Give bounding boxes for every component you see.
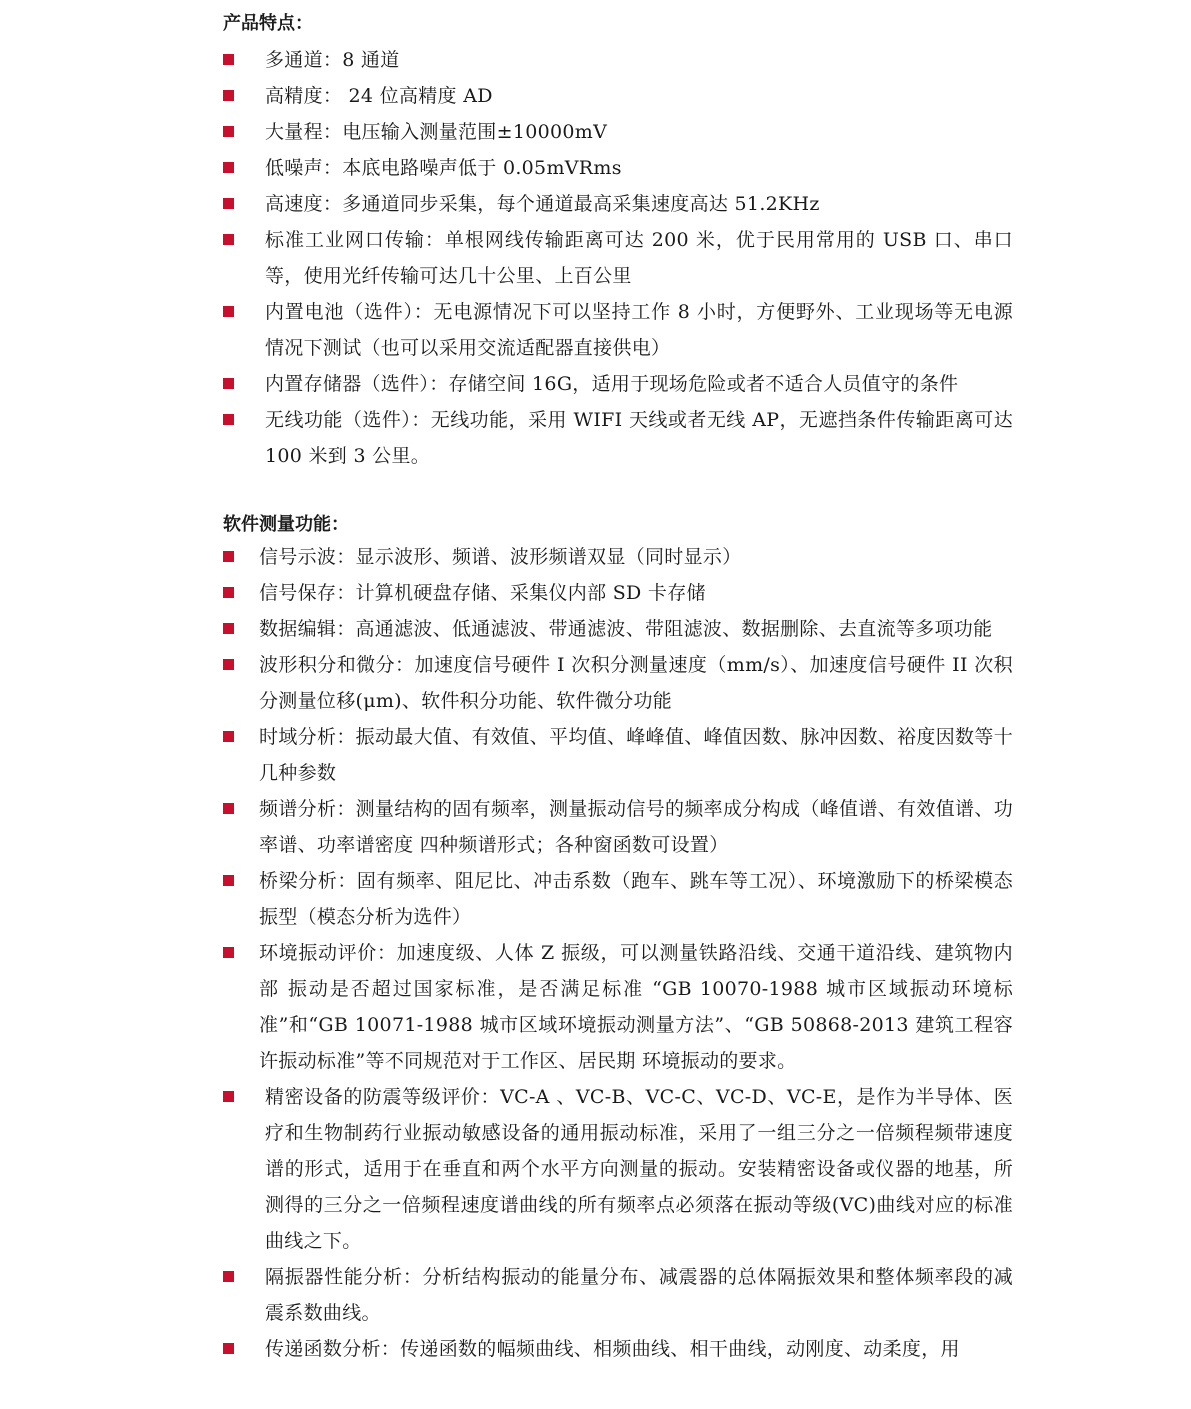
list-item: 时域分析：振动最大值、有效值、平均值、峰峰值、峰值因数、脉冲因数、裕度因数等十几种参数: [223, 719, 1013, 791]
list-item: 桥梁分析：固有频率、阻尼比、冲击系数（跑车、跳车等工况）、环境激励下的桥梁模态振型（模态分析为选件）: [223, 863, 1013, 935]
features-list: [223, 42, 1013, 474]
list-item: 低噪声：本底电路噪声低于 0.05mVRms: [223, 150, 1013, 186]
software-list: [223, 539, 1013, 1367]
bullet-icon: [223, 378, 234, 389]
features-heading: 产品特点：: [223, 13, 313, 34]
list-item: 内置电池（选件）：无电源情况下可以坚持工作 8 小时，方便野外、工业现场等无电源情况下测试（也可以采用交流适配器直接供电）: [223, 294, 1013, 366]
bullet-icon: [223, 306, 234, 317]
list-item: 内置存储器（选件）：存储空间 16G，适用于现场危险或者不适合人员值守的条件: [223, 366, 1013, 402]
bullet-icon: [223, 659, 234, 670]
bullet-icon: [223, 731, 234, 742]
bullet-icon: [223, 875, 234, 886]
bullet-icon: [223, 1271, 234, 1282]
bullet-icon: [223, 414, 234, 425]
bullet-icon: [223, 947, 234, 958]
bullet-icon: [223, 234, 234, 245]
list-item: 隔振器性能分析：分析结构振动的能量分布、减震器的总体隔振效果和整体频率段的减震系数曲线。: [223, 1259, 1013, 1331]
list-item: 精密设备的防震等级评价：VC-A 、VC-B、VC-C、VC-D、VC-E，是作为半导体、医疗和生物制药行业振动敏感设备的通用振动标准，采用了一组三分之一倍频程频带速度谱的形式，适用于在垂直和两个水平方向测量的振动。安装精密设备或仪器的地基，所测得的三分之一倍频程速度谱曲线的所有频率点必须落在振动等级(VC)曲线对应的标准曲线之下。: [223, 1079, 1013, 1259]
list-item: 信号保存：计算机硬盘存储、采集仪内部 SD 卡存储: [223, 575, 1013, 611]
software-heading: 软件测量功能：: [223, 514, 349, 535]
bullet-icon: [223, 198, 234, 209]
bullet-icon: [223, 162, 234, 173]
list-item: 传递函数分析：传递函数的幅频曲线、相频曲线、相干曲线，动刚度、动柔度，用: [223, 1331, 1013, 1367]
bullet-icon: [223, 1343, 234, 1354]
list-item: 标准工业网口传输：单根网线传输距离可达 200 米，优于民用常用的 USB 口、串口等，使用光纤传输可达几十公里、上百公里: [223, 222, 1013, 294]
list-item: 无线功能（选件）：无线功能，采用 WIFI 天线或者无线 AP，无遮挡条件传输距离可达 100 米到 3 公里。: [223, 402, 1013, 474]
list-item: 高精度： 24 位高精度 AD: [223, 78, 1013, 114]
list-item: 多通道：8 通道: [223, 42, 1013, 78]
bullet-icon: [223, 551, 234, 562]
bullet-icon: [223, 803, 234, 814]
bullet-icon: [223, 587, 234, 598]
bullet-icon: [223, 126, 234, 137]
list-item: 频谱分析：测量结构的固有频率，测量振动信号的频率成分构成（峰值谱、有效值谱、功率谱、功率谱密度 四种频谱形式；各种窗函数可设置）: [223, 791, 1013, 863]
list-item: 数据编辑：高通滤波、低通滤波、带通滤波、带阻滤波、数据删除、去直流等多项功能: [223, 611, 1013, 647]
bullet-icon: [223, 1091, 234, 1102]
bullet-icon: [223, 623, 234, 634]
bullet-icon: [223, 54, 234, 65]
list-item: 波形积分和微分：加速度信号硬件 I 次积分测量速度（mm/s）、加速度信号硬件 II 次积分测量位移(μm)、软件积分功能、软件微分功能: [223, 647, 1013, 719]
list-item: 大量程：电压输入测量范围±10000mV: [223, 114, 1013, 150]
list-item: 环境振动评价：加速度级、人体 Z 振级，可以测量铁路沿线、交通干道沿线、建筑物内部 振动是否超过国家标准，是否满足标准 “GB 10070-1988 城市区域振动环境标准”和“GB 10071-1988 城市区域环境振动测量方法”、“GB 50868-2013 建筑工程容许振动标准”等不同规范对于工作区、居民期 环境振动的要求。: [223, 935, 1013, 1079]
bullet-icon: [223, 90, 234, 101]
list-item: 高速度：多通道同步采集，每个通道最高采集速度高达 51.2KHz: [223, 186, 1013, 222]
list-item: 信号示波：显示波形、频谱、波形频谱双显（同时显示）: [223, 539, 1013, 575]
